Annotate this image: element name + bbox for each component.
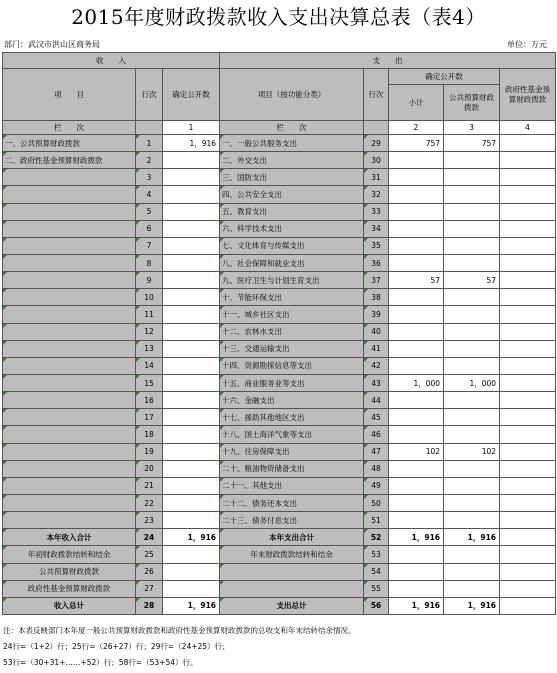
income-line-cell: 14 [136, 357, 163, 374]
gov-fund-cell [500, 392, 556, 409]
expense-line-cell: 31 [364, 169, 389, 186]
table-row [3, 340, 556, 357]
subtotal-cell [389, 426, 444, 443]
expense-line-cell: 38 [364, 289, 389, 306]
income-item-cell: 公共预算财政拨款 [3, 563, 136, 580]
public-budget-cell: 1，916 [444, 529, 500, 546]
income-item-cell [3, 460, 136, 477]
income-item-cell: 年初财政拨款结转和结余 [3, 546, 136, 563]
gov-fund-cell [500, 494, 556, 511]
expense-line-header: 行次 [364, 69, 389, 121]
income-item-cell: 收入总计 [3, 597, 136, 614]
expense-line-cell: 34 [364, 220, 389, 237]
income-line-cell: 17 [136, 409, 163, 426]
expense-line-cell: 36 [364, 254, 389, 271]
income-item-cell [3, 357, 136, 374]
expense-line-cell: 51 [364, 512, 389, 529]
subtotal-cell [389, 409, 444, 426]
income-value-cell [163, 392, 220, 409]
income-item-cell [3, 340, 136, 357]
public-budget-cell [444, 169, 500, 186]
footnotes [3, 623, 356, 671]
income-item-cell: 一、公共预算财政拨款 [3, 135, 136, 152]
subtotal-header: 小计 [389, 85, 444, 121]
report-title: 2015年度财政拨款收入支出决算总表（表4） [71, 5, 486, 29]
expense-confirmed-header: 确定公开数 [389, 69, 500, 85]
public-budget-cell [444, 426, 500, 443]
expense-line-cell: 43 [364, 374, 389, 391]
expense-item-header: 项目（按功能分类） [220, 69, 364, 121]
public-budget-cell [444, 237, 500, 254]
income-item-header: 项 目 [3, 69, 136, 121]
expense-item-cell: 十六、金融支出 [220, 392, 364, 409]
income-value-cell [163, 546, 220, 563]
income-value-cell [163, 220, 220, 237]
public-budget-cell [444, 186, 500, 203]
income-line-cell: 4 [136, 186, 163, 203]
subtotal-cell [389, 203, 444, 220]
expense-line-cell: 53 [364, 546, 389, 563]
unit-label: 单位：万元 [507, 40, 547, 49]
header-row-1 [3, 53, 556, 69]
header-row-2 [3, 69, 556, 85]
income-item-cell [3, 272, 136, 289]
expense-line-cell: 56 [364, 597, 389, 614]
column-num-4: 4 [500, 121, 556, 135]
table-row [3, 512, 556, 529]
income-line-cell: 5 [136, 203, 163, 220]
column-num-2: 2 [389, 121, 444, 135]
income-line-cell: 20 [136, 460, 163, 477]
subtotal-cell: 1，916 [389, 597, 444, 614]
total-row [3, 597, 556, 614]
income-item-cell [3, 477, 136, 494]
column-num-3: 3 [444, 121, 500, 135]
gov-fund-cell [500, 409, 556, 426]
income-value-cell [163, 169, 220, 186]
public-budget-cell [444, 546, 500, 563]
column-blank-right [364, 121, 389, 135]
income-line-cell: 6 [136, 220, 163, 237]
table-row [3, 392, 556, 409]
expense-item-cell: 二十三、债务付息支出 [220, 512, 364, 529]
income-value-cell [163, 580, 220, 597]
expense-line-cell: 46 [364, 426, 389, 443]
income-line-cell: 21 [136, 477, 163, 494]
gov-fund-cell [500, 340, 556, 357]
expense-item-cell: 二十一、其他支出 [220, 477, 364, 494]
public-budget-cell [444, 357, 500, 374]
income-line-cell: 15 [136, 374, 163, 391]
expense-line-cell: 33 [364, 203, 389, 220]
income-line-cell: 12 [136, 323, 163, 340]
income-line-cell: 1 [136, 135, 163, 152]
expense-item-cell: 十七、援助其他地区支出 [220, 409, 364, 426]
expense-item-cell: 三、国防支出 [220, 169, 364, 186]
expense-item-cell: 十五、商业服务业等支出 [220, 374, 364, 391]
income-line-cell: 13 [136, 340, 163, 357]
subtotal-cell [389, 340, 444, 357]
income-value-cell [163, 340, 220, 357]
public-budget-cell [444, 152, 500, 169]
subtotal-cell [389, 289, 444, 306]
subtotal-cell [389, 563, 444, 580]
note-line-2: 24行=（1+2）行；25行=（26+27）行；29行=（24+25）行； [3, 642, 230, 651]
expense-item-cell: 五、教育支出 [220, 203, 364, 220]
income-value-cell [163, 289, 220, 306]
public-budget-cell [444, 203, 500, 220]
public-budget-cell: 757 [444, 135, 500, 152]
expense-line-cell: 35 [364, 237, 389, 254]
public-budget-cell: 1，000 [444, 374, 500, 391]
income-value-cell [163, 512, 220, 529]
subtotal-cell [389, 494, 444, 511]
gov-fund-cell [500, 306, 556, 323]
subtotal-cell [389, 169, 444, 186]
table-row [3, 152, 556, 169]
expense-item-cell: 八、社会保障和就业支出 [220, 254, 364, 271]
total-row [3, 580, 556, 597]
expense-line-cell: 42 [364, 357, 389, 374]
income-line-cell: 3 [136, 169, 163, 186]
table-row [3, 272, 556, 289]
expense-item-cell: 十三、交通运输支出 [220, 340, 364, 357]
income-value-cell [163, 409, 220, 426]
gov-fund-cell [500, 443, 556, 460]
expense-item-cell: 六、科学技术支出 [220, 220, 364, 237]
income-value-cell [163, 477, 220, 494]
gov-fund-cell [500, 460, 556, 477]
expense-line-cell: 40 [364, 323, 389, 340]
income-item-cell [3, 392, 136, 409]
income-line-cell: 16 [136, 392, 163, 409]
subtotal-cell [389, 323, 444, 340]
gov-fund-cell [500, 220, 556, 237]
table-row [3, 323, 556, 340]
income-line-cell: 7 [136, 237, 163, 254]
expense-line-cell: 54 [364, 563, 389, 580]
expense-line-cell: 29 [364, 135, 389, 152]
table-row [3, 374, 556, 391]
public-budget-cell [444, 392, 500, 409]
gov-fund-cell [500, 169, 556, 186]
income-item-cell [3, 289, 136, 306]
income-value-cell [163, 494, 220, 511]
income-line-cell: 28 [136, 597, 163, 614]
income-item-cell [3, 169, 136, 186]
gov-fund-header: 政府性基金预算财政拨款 [500, 69, 556, 121]
subtotal-cell [389, 357, 444, 374]
expense-item-cell: 十、节能环保支出 [220, 289, 364, 306]
gov-fund-cell [500, 272, 556, 289]
column-num-1: 1 [163, 121, 220, 135]
income-line-cell: 23 [136, 512, 163, 529]
expense-line-cell: 41 [364, 340, 389, 357]
income-item-cell [3, 186, 136, 203]
income-line-cell: 2 [136, 152, 163, 169]
subtotal-cell [389, 186, 444, 203]
subtotal-cell [389, 306, 444, 323]
expense-item-cell: 年末财政拨款结转和结余 [220, 546, 364, 563]
gov-fund-cell [500, 374, 556, 391]
income-item-cell [3, 203, 136, 220]
expense-line-cell: 30 [364, 152, 389, 169]
income-value-cell: 1，916 [163, 529, 220, 546]
expense-item-cell: 七、文化体育与传媒支出 [220, 237, 364, 254]
expense-item-cell: 本年支出合计 [220, 529, 364, 546]
expense-item-cell: 十八、国土海洋气象等支出 [220, 426, 364, 443]
expense-line-cell: 39 [364, 306, 389, 323]
gov-fund-cell [500, 529, 556, 546]
table-row [3, 135, 556, 152]
income-value-cell: 1，916 [163, 597, 220, 614]
expense-header: 支 出 [220, 53, 556, 69]
income-value-cell [163, 306, 220, 323]
table-row [3, 237, 556, 254]
table-row [3, 203, 556, 220]
budget-table [2, 52, 556, 615]
income-line-header: 行次 [136, 69, 163, 121]
income-value-cell [163, 237, 220, 254]
expense-line-cell: 48 [364, 460, 389, 477]
public-budget-cell [444, 340, 500, 357]
expense-line-cell: 44 [364, 392, 389, 409]
expense-line-cell: 50 [364, 494, 389, 511]
note-line-3: 53行=（30+31+……+52）行；58行=（53+54）行。 [3, 658, 198, 667]
expense-item-cell: 二十二、债务还本支出 [220, 494, 364, 511]
income-value-cell [163, 272, 220, 289]
column-label-left: 栏 次 [3, 121, 136, 135]
subtotal-cell: 102 [389, 443, 444, 460]
expense-item-cell: 九、医疗卫生与计划生育支出 [220, 272, 364, 289]
expense-item-cell: 一、一般公共服务支出 [220, 135, 364, 152]
income-value-cell [163, 426, 220, 443]
income-item-cell [3, 443, 136, 460]
income-line-cell: 18 [136, 426, 163, 443]
public-budget-cell [444, 306, 500, 323]
table-row [3, 426, 556, 443]
income-item-cell [3, 409, 136, 426]
income-value-cell [163, 563, 220, 580]
expense-line-cell: 52 [364, 529, 389, 546]
subtotal-cell [389, 152, 444, 169]
income-value-cell [163, 443, 220, 460]
income-line-cell: 26 [136, 563, 163, 580]
subtotal-cell [389, 220, 444, 237]
expense-item-cell: 支出总计 [220, 597, 364, 614]
expense-item-cell [220, 580, 364, 597]
subtotal-cell: 57 [389, 272, 444, 289]
public-budget-cell [444, 220, 500, 237]
income-line-cell: 25 [136, 546, 163, 563]
income-line-cell: 10 [136, 289, 163, 306]
public-budget-cell [444, 409, 500, 426]
public-budget-header: 公共预算财政拨款 [444, 85, 500, 121]
subtotal-cell [389, 512, 444, 529]
income-line-cell: 24 [136, 529, 163, 546]
gov-fund-cell [500, 152, 556, 169]
total-row [3, 529, 556, 546]
table-row [3, 477, 556, 494]
expense-line-cell: 49 [364, 477, 389, 494]
table-row [3, 289, 556, 306]
expense-item-cell: 十九、住房保障支出 [220, 443, 364, 460]
expense-line-cell: 32 [364, 186, 389, 203]
expense-item-cell: 二十、粮油物资储备支出 [220, 460, 364, 477]
department-label: 部门：武汉市洪山区商务局 [4, 40, 100, 49]
income-value-cell: 1，916 [163, 135, 220, 152]
subtotal-cell [389, 460, 444, 477]
table-row [3, 186, 556, 203]
income-item-cell [3, 306, 136, 323]
income-header: 收 入 [3, 53, 220, 69]
gov-fund-cell [500, 186, 556, 203]
subtotal-cell: 1，000 [389, 374, 444, 391]
expense-item-cell: 十一、城乡社区支出 [220, 306, 364, 323]
income-item-cell [3, 237, 136, 254]
income-line-cell: 9 [136, 272, 163, 289]
subtotal-cell [389, 546, 444, 563]
note-line-1: 注：本表反映部门本年度一般公共预算财政拨款和政府性基金预算财政拨款的总收支和年末结转结余情况。 [3, 626, 356, 635]
income-value-cell [163, 374, 220, 391]
income-line-cell: 8 [136, 254, 163, 271]
income-value-cell [163, 254, 220, 271]
public-budget-cell [444, 477, 500, 494]
gov-fund-cell [500, 323, 556, 340]
gov-fund-cell [500, 477, 556, 494]
public-budget-cell [444, 460, 500, 477]
subtotal-cell [389, 254, 444, 271]
subtotal-cell [389, 477, 444, 494]
public-budget-cell [444, 512, 500, 529]
gov-fund-cell [500, 546, 556, 563]
gov-fund-cell [500, 289, 556, 306]
gov-fund-cell [500, 357, 556, 374]
income-item-cell [3, 512, 136, 529]
expense-line-cell: 37 [364, 272, 389, 289]
column-number-row [3, 121, 556, 135]
expense-item-cell [220, 563, 364, 580]
income-value-cell [163, 186, 220, 203]
table-row [3, 169, 556, 186]
public-budget-cell [444, 323, 500, 340]
income-confirmed-header: 确定公开数 [163, 69, 220, 121]
income-value-cell [163, 357, 220, 374]
public-budget-cell [444, 580, 500, 597]
subtotal-cell: 757 [389, 135, 444, 152]
subtotal-cell [389, 392, 444, 409]
income-item-cell [3, 323, 136, 340]
gov-fund-cell [500, 135, 556, 152]
table-row [3, 409, 556, 426]
income-item-cell [3, 374, 136, 391]
gov-fund-cell [500, 563, 556, 580]
income-value-cell [163, 152, 220, 169]
income-line-cell: 19 [136, 443, 163, 460]
gov-fund-cell [500, 512, 556, 529]
income-line-cell: 11 [136, 306, 163, 323]
expense-line-cell: 47 [364, 443, 389, 460]
subtotal-cell [389, 580, 444, 597]
public-budget-cell [444, 494, 500, 511]
expense-line-cell: 55 [364, 580, 389, 597]
gov-fund-cell [500, 580, 556, 597]
income-item-cell: 政府性基金预算财政拨款 [3, 580, 136, 597]
expense-item-cell: 十二、农林水支出 [220, 323, 364, 340]
income-value-cell [163, 203, 220, 220]
public-budget-cell: 1，916 [444, 597, 500, 614]
income-item-cell [3, 254, 136, 271]
gov-fund-cell [500, 237, 556, 254]
table-row [3, 220, 556, 237]
income-item-cell [3, 494, 136, 511]
table-row [3, 494, 556, 511]
public-budget-cell: 102 [444, 443, 500, 460]
income-item-cell: 二、政府性基金预算财政拨款 [3, 152, 136, 169]
gov-fund-cell [500, 597, 556, 614]
table-row [3, 254, 556, 271]
income-item-cell [3, 426, 136, 443]
table-row [3, 357, 556, 374]
expense-line-cell: 45 [364, 409, 389, 426]
gov-fund-cell [500, 254, 556, 271]
income-line-cell: 22 [136, 494, 163, 511]
total-row [3, 563, 556, 580]
table-row [3, 306, 556, 323]
public-budget-cell: 57 [444, 272, 500, 289]
income-item-cell [3, 220, 136, 237]
income-value-cell [163, 323, 220, 340]
public-budget-cell [444, 289, 500, 306]
table-row [3, 443, 556, 460]
table-row [3, 460, 556, 477]
expense-item-cell: 十四、资源勘探信息等支出 [220, 357, 364, 374]
column-label-right: 栏 次 [220, 121, 364, 135]
public-budget-cell [444, 254, 500, 271]
subtotal-cell [389, 237, 444, 254]
income-value-cell [163, 460, 220, 477]
public-budget-cell [444, 563, 500, 580]
gov-fund-cell [500, 426, 556, 443]
expense-item-cell: 四、公共安全支出 [220, 186, 364, 203]
income-line-cell: 27 [136, 580, 163, 597]
expense-item-cell: 二、外交支出 [220, 152, 364, 169]
column-blank-left [136, 121, 163, 135]
total-row [3, 546, 556, 563]
gov-fund-cell [500, 203, 556, 220]
subtotal-cell: 1，916 [389, 529, 444, 546]
income-item-cell: 本年收入合计 [3, 529, 136, 546]
